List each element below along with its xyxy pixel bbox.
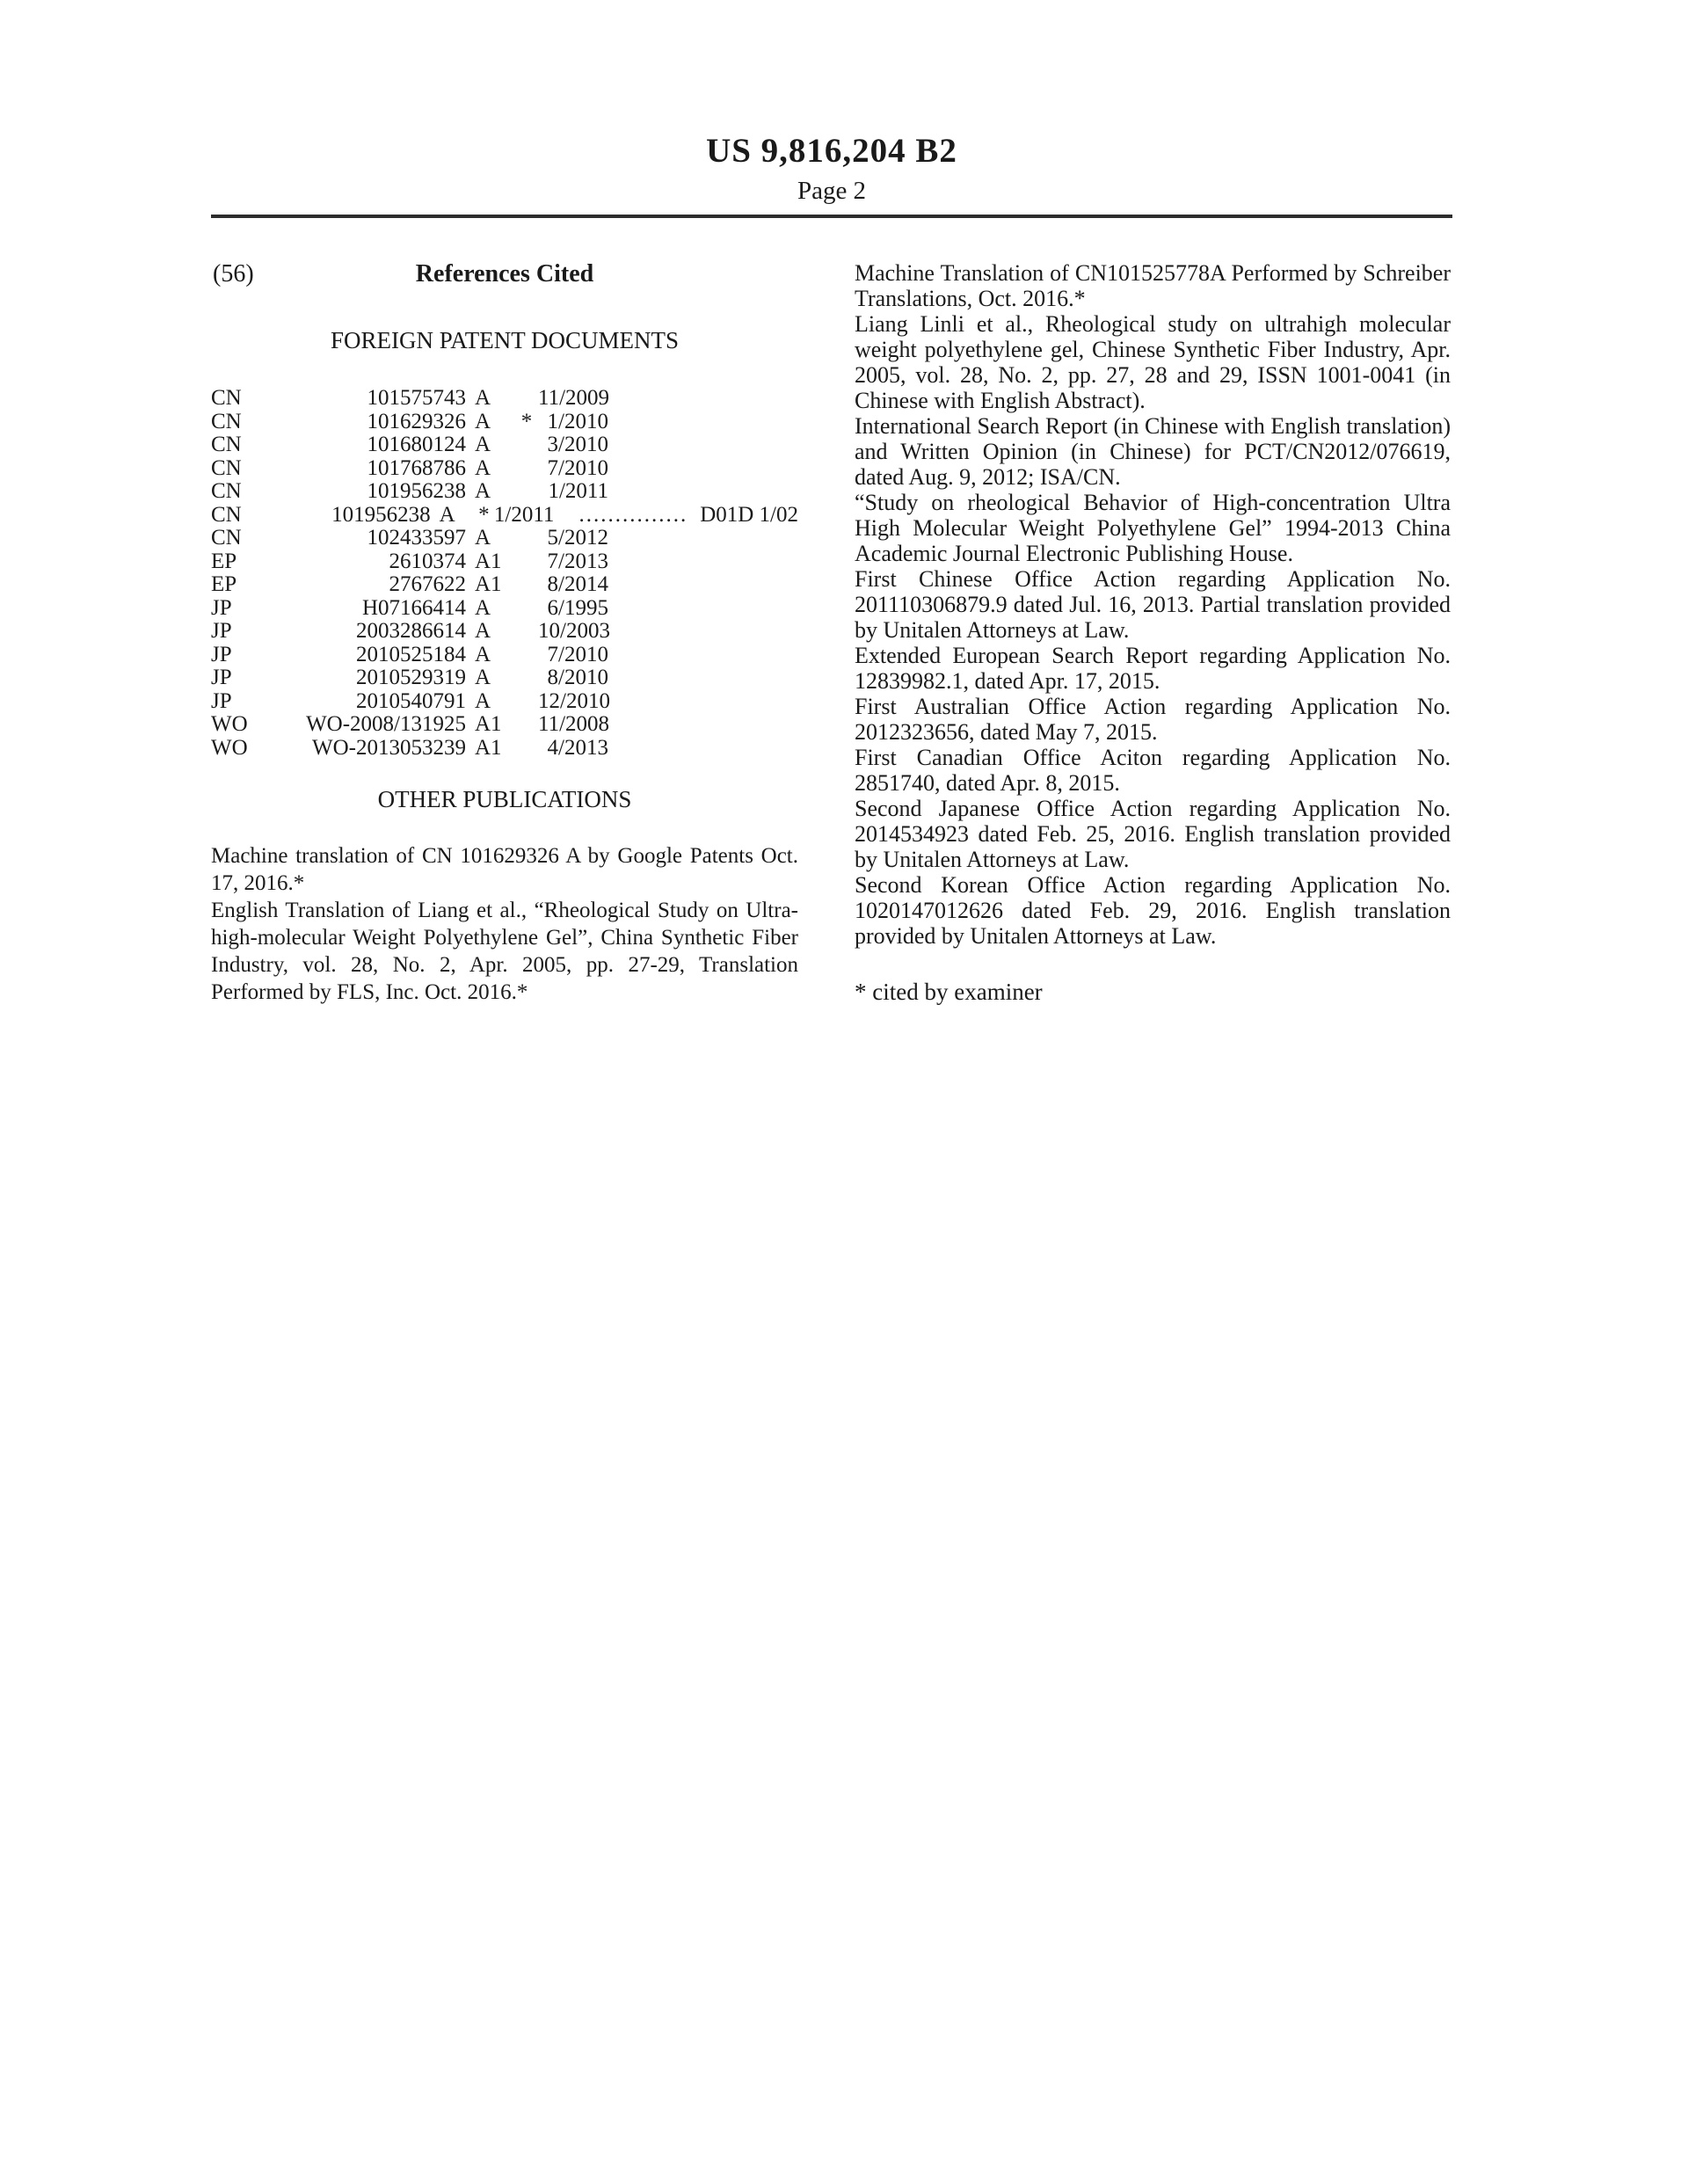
classification-leader-dots — [608, 457, 633, 481]
patent-publication-date: 8/2014 — [547, 572, 608, 596]
patent-publication-date: 8/2010 — [547, 666, 608, 689]
cited-asterisk-flag — [515, 690, 538, 714]
header-divider-rule — [211, 215, 1452, 218]
foreign-patent-row — [211, 737, 798, 761]
foreign-patent-row — [211, 573, 798, 597]
patent-classification — [633, 644, 645, 667]
patent-classification: D01D 1/02 — [700, 502, 798, 527]
cited-by-examiner-footnote: * cited by examiner — [855, 979, 1043, 1005]
patent-number-title: US 9,816,204 B2 — [706, 132, 957, 170]
classification-leader-dots — [608, 644, 633, 667]
patent-classification — [633, 480, 645, 504]
classification-leader-dots — [608, 713, 633, 737]
classification-leader-dots — [608, 690, 633, 714]
foreign-patent-row — [211, 457, 798, 481]
patent-document-number: WO-2013053239 — [312, 735, 466, 760]
patent-document-number: 2767622 — [389, 572, 466, 596]
patent-publication-date: 1/2010 — [547, 409, 608, 433]
foreign-patents-table — [211, 387, 798, 760]
patent-classification — [633, 387, 645, 411]
cited-asterisk-flag — [515, 550, 538, 574]
patent-document-number: 101956238 — [367, 479, 466, 503]
patent-publication-date: 3/2010 — [547, 433, 608, 456]
patent-document-number: 101680124 — [367, 433, 466, 456]
classification-leader-dots — [608, 527, 633, 550]
publication-entry: Second Korean Office Action regarding Application No. 1020147012626 dated Feb. 29, 2016. English translation provided by Unitalen Attorneys at Law. — [855, 872, 1451, 949]
patent-classification — [633, 573, 645, 597]
patent-classification — [633, 550, 645, 574]
page-number-label: Page 2 — [797, 177, 867, 205]
classification-leader-dots — [608, 411, 633, 434]
patent-publication-date: 5/2012 — [547, 526, 608, 550]
patent-classification — [633, 690, 645, 714]
foreign-patent-row — [211, 480, 798, 504]
publication-entry: First Australian Office Action regarding Application No. 2012323656, dated May 7, 2015. — [855, 694, 1451, 745]
other-publications-heading: OTHER PUBLICATIONS — [377, 786, 632, 812]
cited-asterisk-flag — [515, 433, 538, 457]
classification-leader-dots — [608, 480, 633, 504]
patent-document-number: 101956238 — [331, 502, 431, 527]
patent-country-code: JP — [211, 595, 232, 620]
cited-asterisk-flag — [515, 597, 538, 621]
patent-publication-date: 6/1995 — [547, 595, 608, 620]
cited-asterisk-flag — [515, 573, 538, 597]
patent-classification — [633, 457, 645, 481]
patent-kind-code: A — [475, 479, 491, 503]
publication-entry: Machine Translation of CN101525778A Performed by Schreiber Translations, Oct. 2016.* — [855, 260, 1451, 311]
patent-publication-date: 11/2009 — [538, 386, 610, 410]
references-cited-title: References Cited — [415, 260, 594, 288]
foreign-patent-row — [211, 433, 798, 457]
section-number: (56) — [213, 260, 254, 288]
publication-entry: Liang Linli et al., Rheological study on ultrahigh molecular weight polyethylene gel, Chinese Synthetic Fiber Industry, Apr. 2005, vol. 28, No. 2, pp. 27, 28 and 29, ISSN 1001-0041 (in Chinese with English Abstract). — [855, 311, 1451, 413]
patent-classification — [633, 411, 645, 434]
patent-classification — [633, 433, 645, 457]
cited-asterisk-flag — [515, 457, 538, 481]
patent-country-code: WO — [211, 712, 248, 736]
patent-kind-code: A — [475, 455, 491, 480]
foreign-patent-row — [211, 411, 798, 434]
cited-asterisk-flag — [515, 713, 538, 737]
patent-kind-code: A — [475, 526, 491, 550]
patent-publication-date: 1/2011 — [548, 479, 608, 503]
patent-document-number: 2610374 — [389, 549, 466, 573]
patent-publication-date: 4/2013 — [547, 735, 608, 760]
publication-entry: Second Japanese Office Action regarding Application No. 2014534923 dated Feb. 25, 2016. English translation provided by Unitalen Attorneys at Law. — [855, 796, 1451, 872]
patent-publication-date: 12/2010 — [538, 688, 610, 713]
patent-country-code: CN — [211, 479, 242, 503]
cited-asterisk-flag: * — [478, 502, 490, 527]
classification-leader-dots — [608, 620, 633, 644]
classification-leader-dots — [608, 737, 633, 761]
publication-entry: Machine translation of CN 101629326 A by Google Patents Oct. 17, 2016.* — [211, 844, 798, 895]
patent-document-number: 2010529319 — [356, 666, 466, 689]
foreign-patent-row — [211, 550, 798, 574]
patent-document-number: 102433597 — [367, 526, 466, 550]
patent-classification — [633, 666, 645, 690]
patent-country-code: EP — [211, 572, 237, 596]
foreign-patent-row — [211, 666, 798, 690]
cited-asterisk-flag: * — [520, 409, 533, 433]
patent-kind-code: A1 — [475, 712, 502, 736]
cited-asterisk-flag — [515, 480, 538, 504]
foreign-patent-row — [211, 620, 798, 644]
two-column-layout — [211, 260, 1688, 1006]
patent-country-code: CN — [211, 455, 242, 480]
patent-country-code: CN — [211, 409, 242, 433]
patent-document-number: 101575743 — [367, 386, 466, 410]
patent-document-number: 101629326 — [367, 409, 466, 433]
publication-entry: First Canadian Office Aciton regarding Application No. 2851740, dated Apr. 8, 2015. — [855, 745, 1451, 796]
references-cited-header — [211, 260, 798, 288]
patent-kind-code: A — [475, 619, 491, 643]
cited-asterisk-flag — [515, 737, 538, 761]
patent-publication-date: 11/2008 — [538, 712, 610, 736]
foreign-patent-row — [211, 504, 798, 528]
patent-country-code: JP — [211, 619, 232, 643]
right-column — [855, 260, 1451, 1006]
patent-country-code: JP — [211, 688, 232, 713]
cited-asterisk-flag — [515, 387, 538, 411]
foreign-patent-row — [211, 597, 798, 621]
page-header — [211, 0, 1452, 206]
patent-publication-date: 10/2003 — [538, 619, 610, 643]
foreign-patent-row — [211, 644, 798, 667]
right-publications-list — [855, 260, 1451, 949]
patent-document-number: 2010540791 — [356, 688, 466, 713]
publication-entry: International Search Report (in Chinese with English translation) and Written Opinion (in Chinese) for PCT/CN2012/076619, dated Aug. 9, 2012; ISA/CN. — [855, 413, 1451, 490]
foreign-patent-row — [211, 713, 798, 737]
patent-publication-date: 7/2010 — [547, 642, 608, 666]
foreign-patent-row — [211, 527, 798, 550]
patent-kind-code: A — [475, 386, 491, 410]
patent-country-code: WO — [211, 735, 248, 760]
patent-classification — [633, 597, 645, 621]
patent-kind-code: A — [475, 595, 491, 620]
classification-leader-dots — [608, 573, 633, 597]
left-column — [211, 260, 798, 1006]
patent-classification — [633, 620, 645, 644]
patent-kind-code: A — [475, 688, 491, 713]
patent-kind-code: A — [475, 666, 491, 689]
foreign-patent-row — [211, 387, 798, 411]
cited-asterisk-flag — [515, 620, 538, 644]
patent-publication-date: 7/2010 — [547, 455, 608, 480]
patent-kind-code: A1 — [475, 549, 502, 573]
classification-leader-dots — [608, 597, 633, 621]
patent-kind-code: A — [439, 502, 455, 527]
patent-country-code: CN — [211, 433, 242, 456]
classification-leader-dots — [608, 666, 633, 690]
patent-kind-code: A1 — [475, 735, 502, 760]
publication-entry: English Translation of Liang et al., “Rheological Study on Ultra-high-molecular Weight Polyethylene Gel”, China Synthetic Fiber Industry, vol. 28, No. 2, Apr. 2005, pp. 27-29, Translation Performed by FLS, Inc. Oct. 2016.* — [211, 899, 798, 1004]
classification-leader-dots — [608, 550, 633, 574]
patent-country-code: JP — [211, 666, 232, 689]
patent-country-code: CN — [211, 526, 242, 550]
patent-document-number: 2003286614 — [356, 619, 466, 643]
publication-entry: “Study on rheological Behavior of High-concentration Ultra High Molecular Weight Polyethylene Gel” 1994-2013 China Academic Journal Electronic Publishing House. — [855, 490, 1451, 566]
patent-document-number: WO-2008/131925 — [306, 712, 466, 736]
patent-classification — [633, 713, 645, 737]
publication-entry: Extended European Search Report regarding Application No. 12839982.1, dated Apr. 17, 2015. — [855, 643, 1451, 694]
classification-leader-dots — [608, 433, 633, 457]
patent-kind-code: A1 — [475, 572, 502, 596]
patent-kind-code: A — [475, 409, 491, 433]
publication-entry: First Chinese Office Action regarding Application No. 201110306879.9 dated Jul. 16, 2013. Partial translation provided by Unitalen Attorneys at Law. — [855, 566, 1451, 643]
patent-kind-code: A — [475, 642, 491, 666]
foreign-patent-documents-heading: FOREIGN PATENT DOCUMENTS — [330, 327, 680, 353]
classification-leader-dots — [608, 387, 633, 411]
cited-asterisk-flag — [515, 527, 538, 550]
patent-classification — [633, 527, 645, 550]
patent-document-number: 2010525184 — [356, 642, 466, 666]
foreign-patent-row — [211, 690, 798, 714]
patent-country-code: JP — [211, 642, 232, 666]
patent-document-number: 101768786 — [367, 455, 466, 480]
patent-publication-date: 7/2013 — [547, 549, 608, 573]
patent-kind-code: A — [475, 433, 491, 456]
cited-asterisk-flag — [515, 644, 538, 667]
patent-publication-date: 1/2011 — [493, 502, 555, 527]
patent-country-code: EP — [211, 549, 237, 573]
cited-asterisk-flag — [515, 666, 538, 690]
patent-classification — [633, 737, 645, 761]
other-publications-list — [211, 842, 798, 1006]
patent-document-number: H07166414 — [361, 595, 466, 620]
classification-leader-dots: ............... — [578, 502, 688, 527]
patent-country-code: CN — [211, 502, 242, 527]
patent-country-code: CN — [211, 386, 242, 410]
